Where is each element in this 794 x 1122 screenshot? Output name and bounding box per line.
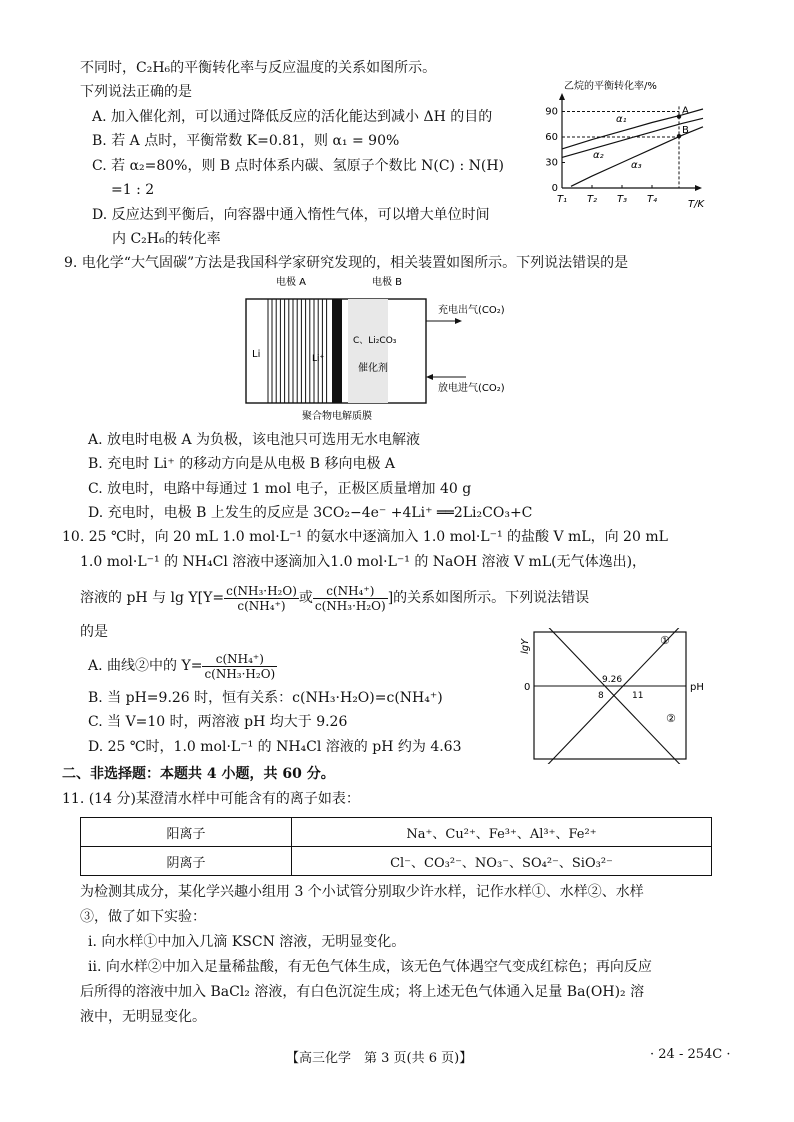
q8-point-b bbox=[677, 134, 681, 138]
q9-stem: 9. 电化学“大气固碳”方法是我国科学家研究发现的，相关装置如图所示。下列说法错误的是 bbox=[64, 255, 629, 271]
q10-lgy-chart bbox=[518, 628, 714, 764]
q10-fraction-2-den: c(NH₃·H₂O) bbox=[314, 598, 386, 613]
table-row bbox=[81, 847, 712, 876]
q10-line-1: 10. 25 ℃时，向 20 mL 1.0 mol·L⁻¹ 的氨水中逐滴加入 1.0 mol·L⁻¹ 的盐酸 V mL，向 20 mL bbox=[62, 529, 668, 545]
q8-option-d: D. 反应达到平衡后，向容器中通入惰性气体，可以增大单位时间 bbox=[92, 207, 490, 223]
q8-y-tick-2: 60 bbox=[545, 132, 558, 143]
q10-or: 或 bbox=[298, 590, 313, 606]
q11-para-1: 为检测其成分，某化学兴趣小组用 3 个小试管分别取少许水样，记作水样①、水样②、水样 bbox=[80, 884, 644, 900]
q8-y-tick-1: 30 bbox=[545, 157, 558, 169]
q10-mark-11: 11 bbox=[632, 691, 644, 701]
q8-y-tick-3: 90 bbox=[545, 106, 558, 118]
q8-option-b: B. 若 A 点时，平衡常数 K=0.81，则 α₁ = 90% bbox=[92, 133, 400, 149]
q11-para-2: ③，做了如下实验： bbox=[80, 909, 206, 925]
q10-option-a-pre: A. 曲线②中的 Y= bbox=[88, 658, 203, 674]
q9-option-d: D. 充电时，电极 B 上发生的反应是 3CO₂−4e⁻ +4Li⁺ ══2Li₂CO₃+C bbox=[88, 505, 533, 521]
q9-label-electrode-b: 电极 B bbox=[372, 277, 403, 288]
q10-curves bbox=[543, 628, 684, 764]
q11-cation-head: 阳离子 bbox=[81, 818, 292, 847]
q10-x-label: pH bbox=[690, 682, 704, 693]
q11-step-i: ⅰ. 向水样①中加入几滴 KSCN 溶液，无明显变化。 bbox=[88, 934, 406, 950]
q10-option-d: D. 25 ℃时，1.0 mol·L⁻¹ 的 NH₄Cl 溶液的 pH 约为 4.63 bbox=[88, 739, 462, 755]
q9-option-c: C. 放电时，电路中每通过 1 mol 电子，正极区质量增加 40 g bbox=[88, 481, 472, 497]
q9-electrode-a-stripes bbox=[272, 299, 333, 403]
q10-option-a bbox=[88, 648, 277, 684]
q8-x-tick-2: T₃ bbox=[616, 194, 628, 205]
q8-point-a bbox=[677, 114, 681, 118]
q8-point-label-a: A bbox=[682, 105, 689, 117]
q10-fraction-2 bbox=[313, 584, 388, 613]
q10-mark-8: 8 bbox=[598, 691, 604, 701]
q8-y-axis-arrow bbox=[559, 93, 565, 100]
q8-point-label-b: B bbox=[682, 125, 689, 137]
q10-option-a-num: c(NH₄⁺) bbox=[202, 652, 277, 667]
q10-curve-2-label: ② bbox=[666, 712, 676, 725]
q8-label-alpha1: α₁ bbox=[616, 114, 627, 125]
q9-label-membrane: 聚合物电解质膜 bbox=[302, 411, 372, 422]
q8-label-alpha2: α₂ bbox=[593, 150, 604, 161]
q8-option-c-cont: =1 : 2 bbox=[111, 182, 155, 198]
q8-x-tick-3: T₄ bbox=[646, 194, 658, 205]
q11-step-ii: ⅱ. 向水样②中加入足量稀盐酸，有无色气体生成，该无色气体遇空气变成红棕色；再向反应 bbox=[88, 959, 652, 975]
q10-fraction-1-num: c(NH₃·H₂O) bbox=[226, 583, 297, 598]
table-row bbox=[81, 818, 712, 847]
q8-x-tick-0: T₁ bbox=[556, 194, 568, 205]
q8-y-tick-0: 0 bbox=[551, 183, 558, 194]
q8-chart-title: 乙烷的平衡转化率/% bbox=[564, 81, 657, 92]
q9-option-a: A. 放电时电极 A 为负极，该电池只可选用无水电解液 bbox=[88, 432, 421, 448]
q10-origin-label: 0 bbox=[524, 682, 531, 693]
q8-stem: 下列说法正确的是 bbox=[80, 84, 192, 100]
q11-stem: 11. (14 分)某澄清水样中可能含有的离子如表： bbox=[62, 791, 360, 807]
footer-code: · 24 - 254C · bbox=[650, 1047, 731, 1062]
q10-fraction-2-num: c(NH₄⁺) bbox=[313, 584, 388, 599]
q9-label-electrode-a: 电极 A bbox=[276, 277, 307, 288]
q9-charge-out-arrowhead bbox=[455, 318, 462, 324]
q9-label-li: Li bbox=[252, 349, 261, 360]
q10-curve-1-label: ① bbox=[660, 634, 670, 647]
q8-x-tick-1: T₂ bbox=[586, 194, 598, 205]
q10-curve-2 bbox=[543, 628, 684, 764]
q10-fraction-1 bbox=[224, 584, 299, 613]
q9-catalyst-region bbox=[348, 299, 388, 403]
q11-step-ii-cont-1: 后所得的溶液中加入 BaCl₂ 溶液，有白色沉淀生成；将上述无色气体通入足量 Ba(OH)₂ 溶 bbox=[80, 984, 645, 1000]
q9-label-discharge-in: 放电进气(CO₂) bbox=[438, 383, 505, 394]
q9-label-c-li2co3: C、Li₂CO₃ bbox=[353, 336, 397, 346]
q8-conversion-chart bbox=[530, 75, 710, 215]
q10-option-b: B. 当 pH=9.26 时，恒有关系：c(NH₃·H₂O)=c(NH₄⁺) bbox=[88, 690, 443, 706]
q11-anion-head: 阴离子 bbox=[81, 847, 292, 876]
q9-label-charge-out: 充电出气(CO₂) bbox=[438, 305, 505, 316]
q10-chart-frame bbox=[534, 632, 686, 759]
q8-x-label: T/K bbox=[688, 199, 705, 210]
q8-option-d-cont: 内 C₂H₆的转化率 bbox=[112, 231, 221, 247]
q10-line-4: 的是 bbox=[80, 624, 108, 640]
q8-option-c: C. 若 α₂=80%，则 B 点时体系内碳、氢原子个数比 N(C) : N(H) bbox=[92, 158, 505, 174]
section-2-heading: 二、非选择题：本题共 4 小题，共 60 分。 bbox=[62, 766, 335, 782]
q8-x-axis-arrow bbox=[695, 185, 702, 191]
q8-label-alpha3: α₃ bbox=[631, 160, 642, 171]
q11-step-ii-cont-2: 液中，无明显变化。 bbox=[80, 1009, 206, 1025]
q10-line-2: 1.0 mol·L⁻¹ 的 NH₄Cl 溶液中逐滴加入1.0 mol·L⁻¹ 的 NaOH 溶液 V mL(无气体逸出)， bbox=[80, 554, 647, 570]
q10-mark-9-26: 9.26 bbox=[602, 675, 623, 685]
q9-label-catalyst: 催化剂 bbox=[358, 363, 388, 374]
q10-line-3-pre: 溶液的 pH 与 lg Y[Y= bbox=[80, 590, 225, 606]
q9-option-b: B. 充电时 Li⁺ 的移动方向是从电极 B 移向电极 A bbox=[88, 456, 396, 472]
q9-label-li-ion: Li⁺ bbox=[312, 354, 325, 364]
q11-ion-table bbox=[80, 817, 712, 876]
q10-y-label: lgY bbox=[520, 638, 531, 654]
q8-curves bbox=[562, 109, 703, 186]
q10-option-a-fraction bbox=[202, 652, 277, 681]
q10-line-3-post: ]的关系如图所示。下列说法错误 bbox=[387, 590, 590, 606]
q9-discharge-in-arrowhead bbox=[426, 374, 433, 380]
q10-option-a-den: c(NH₃·H₂O) bbox=[204, 666, 276, 681]
q8-option-a: A. 加入催化剂，可以通过降低反应的活化能达到减小 ΔH 的目的 bbox=[92, 109, 493, 125]
footer-page-info: 【高三化学 第 3 页(共 6 页)】 bbox=[286, 1051, 473, 1066]
q10-option-c: C. 当 V=10 时，两溶液 pH 均大于 9.26 bbox=[88, 714, 348, 730]
q11-anion-list: Cl⁻、CO₃²⁻、NO₃⁻、SO₄²⁻、SiO₃²⁻ bbox=[292, 847, 712, 876]
q10-line-3 bbox=[80, 580, 589, 616]
q9-polymer-membrane bbox=[332, 299, 342, 403]
q9-battery-diagram bbox=[240, 273, 540, 423]
q10-fraction-1-den: c(NH₄⁺) bbox=[237, 598, 286, 613]
q11-cation-list: Na⁺、Cu²⁺、Fe³⁺、Al³⁺、Fe²⁺ bbox=[292, 818, 712, 847]
q8-intro: 不同时，C₂H₆的平衡转化率与反应温度的关系如图所示。 bbox=[80, 60, 437, 76]
